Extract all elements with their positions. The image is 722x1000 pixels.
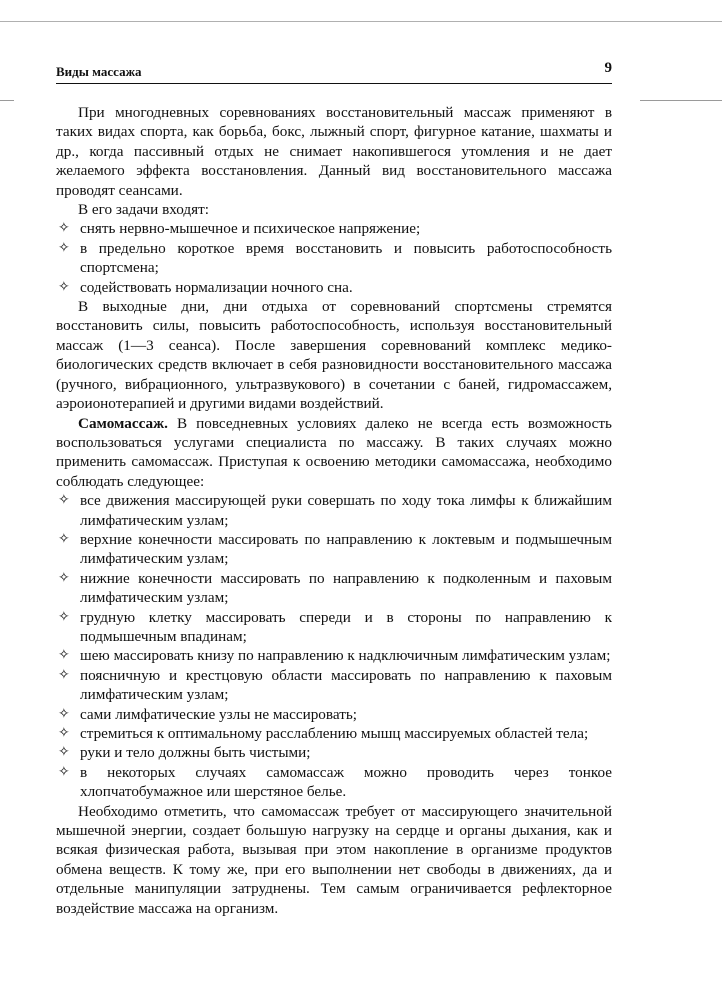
list-item-text: сами лимфатические узлы не массировать; xyxy=(80,705,358,723)
list-item xyxy=(56,724,612,743)
diamond-star-icon: ✧ xyxy=(58,278,70,295)
header-rule xyxy=(56,83,612,84)
rules-list xyxy=(56,491,612,802)
section-title-self-massage: Самомассаж. xyxy=(78,414,168,432)
list-item xyxy=(56,608,612,647)
running-head: Виды массажа xyxy=(56,64,142,79)
tasks-list xyxy=(56,219,612,297)
list-item xyxy=(56,239,612,278)
diamond-star-icon: ✧ xyxy=(58,220,70,237)
list-item xyxy=(56,569,612,608)
diamond-star-icon: ✧ xyxy=(58,530,70,547)
list-item xyxy=(56,530,612,569)
list-item-text: руки и тело должны быть чистыми; xyxy=(80,744,311,762)
list-item-text: содействовать нормализации ночного сна. xyxy=(80,278,353,296)
page-header xyxy=(56,60,612,80)
list-item xyxy=(56,743,612,762)
list-item-text: в предельно короткое время восстановить и повысить работоспособность спортсмена; xyxy=(80,239,612,277)
paragraph-self-massage xyxy=(56,414,612,492)
page-body xyxy=(56,103,612,918)
page-number: 9 xyxy=(604,60,612,76)
diamond-star-icon: ✧ xyxy=(58,763,70,780)
list-item xyxy=(56,219,612,238)
list-item-text: шею массировать книзу по направлению к надключичным лимфатическим узлам; xyxy=(80,647,611,665)
list-item-text: нижние конечности массировать по направлению к подколенным и паховым лимфатическим узлам; xyxy=(80,569,612,607)
list-item xyxy=(56,646,612,665)
list-item xyxy=(56,491,612,530)
diamond-star-icon: ✧ xyxy=(58,705,70,722)
diamond-star-icon: ✧ xyxy=(58,239,70,256)
list-item xyxy=(56,763,612,802)
list-item-text: снять нервно-мышечное и психическое напряжение; xyxy=(80,220,421,238)
list-item xyxy=(56,705,612,724)
paragraph-tasks-intro: В его задачи входят: xyxy=(78,201,209,219)
list-item-text: верхние конечности массировать по направлению к локтевым и подмышечным лимфатическим узлам; xyxy=(80,530,612,568)
diamond-star-icon: ✧ xyxy=(58,608,70,625)
diamond-star-icon: ✧ xyxy=(58,666,70,683)
diamond-star-icon: ✧ xyxy=(58,647,70,664)
left-margin-rule xyxy=(0,100,14,101)
diamond-star-icon: ✧ xyxy=(58,492,70,509)
list-item-text: все движения массирующей руки совершать по ходу тока лимфы к ближайшим лимфатическим узлам; xyxy=(80,492,612,529)
diamond-star-icon: ✧ xyxy=(58,744,70,761)
paragraph-weekend-recovery: В выходные дни, дни отдыха от соревнований спортсмены стремятся восстановить силы, повысить работоспособность, используя восстановительный массаж (1—3 сеанса). После завершения соревнований комплекс медико-биологических средств включает в себя разновидности восстановительного массажа (ручного, вибрационного, ультразвукового) в сочетании с баней, гидромассажем, аэроионотерапией и другими видами воздействий. xyxy=(56,298,612,413)
right-margin-rule xyxy=(640,100,722,101)
diamond-star-icon: ✧ xyxy=(58,725,70,741)
list-item-text: грудную клетку массировать спереди и в стороны по направлению к подмышечным впадинам; xyxy=(80,608,612,645)
paragraph-conclusion: Необходимо отметить, что самомассаж требует от массирующего значительной мышечной энергии, создает большую нагрузку на сердце и органы дыхания, как и всякая физическая работа, вызывая при этом накопление в организме продуктов обмена веществ. К тому же, при его выполнении нет свободы в движениях, да и отдельные манипуляции затруднены. Тем самым ограничивается рефлекторное воздействие массажа на организм. xyxy=(56,802,612,917)
paragraph-multiday-competitions: При многодневных соревнованиях восстановительный массаж применяют в таких видах спорта, как борьба, бокс, лыжный спорт, фигурное катание, шахматы и др., когда пассивный отдых не снимает накопившегося утомления и не дает желаемого эффекта восстановления. Данный вид восстановительного массажа проводят сеансами. xyxy=(56,104,612,199)
list-item xyxy=(56,278,612,297)
top-page-rule xyxy=(0,21,722,22)
list-item-text: стремиться к оптимальному расслаблению мышц массируемых областей тела; xyxy=(80,725,589,742)
diamond-star-icon: ✧ xyxy=(58,569,70,586)
list-item-text: поясничную и крестцовую области массировать по направлению к паховым лимфатическим узлам; xyxy=(80,666,612,704)
paragraph-self-massage-text: В повседневных условиях далеко не всегда есть возможность воспользоваться услугами специалиста по массажу. В таких случаях можно применить самомассаж. Приступая к освоению методики самомассажа, необходимо соблюдать следующее: xyxy=(56,414,612,490)
list-item-text: в некоторых случаях самомассаж можно проводить через тонкое хлопчатобумажное или шерстяное белье. xyxy=(80,763,612,801)
list-item xyxy=(56,666,612,705)
